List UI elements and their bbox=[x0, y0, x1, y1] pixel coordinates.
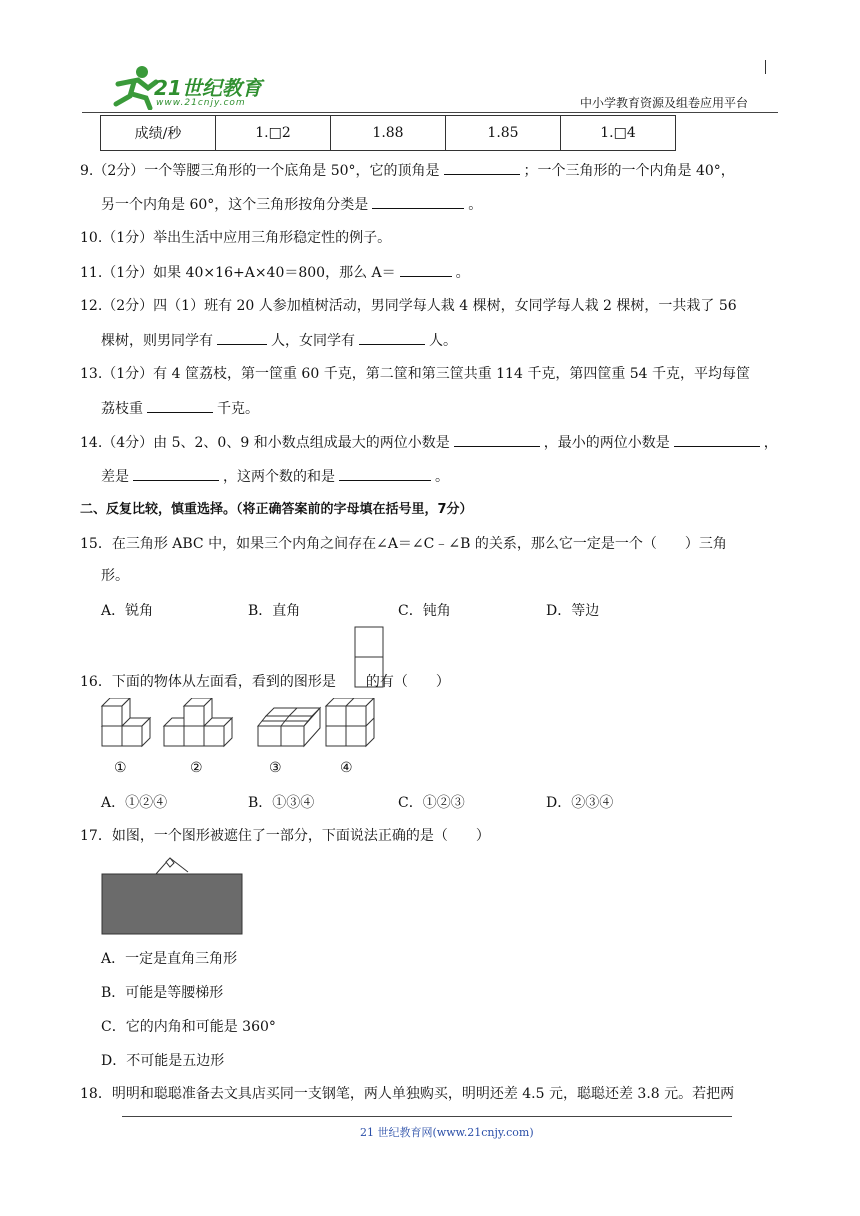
q17-option-a[interactable]: A．一定是直角三角形 bbox=[101, 951, 238, 967]
answer-blank[interactable] bbox=[454, 432, 540, 447]
answer-blank[interactable] bbox=[359, 330, 425, 345]
q17-option-b[interactable]: B．可能是等腰梯形 bbox=[101, 985, 224, 1001]
q14-line2: 差是 ，这两个数的和是 。 bbox=[101, 466, 449, 487]
q16-figures bbox=[98, 698, 388, 754]
q15-option-a[interactable]: A．锐角 bbox=[101, 603, 154, 619]
answer-blank[interactable] bbox=[372, 194, 464, 209]
cube-figure-1 bbox=[102, 698, 150, 746]
q17-option-c[interactable]: C．它的内角和可能是 360° bbox=[101, 1019, 276, 1035]
q16-option-c[interactable]: C．①②③ bbox=[398, 795, 465, 811]
q12-line2: 棵树，则男同学有 人，女同学有 人。 bbox=[101, 330, 457, 351]
figure-label-3: ③ bbox=[269, 760, 282, 776]
table-row bbox=[101, 116, 676, 151]
cube-figure-3 bbox=[258, 708, 320, 746]
q15-option-d[interactable]: D．等边 bbox=[546, 603, 600, 619]
q13-line2: 荔枝重 千克。 bbox=[101, 398, 259, 419]
logo-url: www.21cnjy.com bbox=[156, 98, 246, 108]
q9-line2: 另一个内角是 60°，这个三角形按角分类是 。 bbox=[101, 194, 482, 215]
q16-option-d[interactable]: D．②③④ bbox=[546, 795, 614, 811]
table-cell: 1.88 bbox=[331, 116, 446, 151]
answer-blank[interactable] bbox=[674, 432, 760, 447]
answer-blank[interactable] bbox=[147, 398, 213, 413]
cube-figure-4 bbox=[326, 698, 374, 746]
table-cell: 1.□2 bbox=[216, 116, 331, 151]
q15-line1: 15．在三角形 ABC 中，如果三个内角之间存在∠A＝∠C﹣∠B 的关系，那么它一定是一个（ ）三角 bbox=[80, 536, 727, 552]
header-rule bbox=[82, 112, 778, 113]
table-cell: 成绩/秒 bbox=[101, 116, 216, 151]
answer-blank[interactable] bbox=[217, 330, 267, 345]
q15-option-b[interactable]: B．直角 bbox=[248, 603, 301, 619]
platform-title: 中小学教育资源及组卷应用平台 bbox=[580, 96, 749, 110]
table-cell: 1.□4 bbox=[561, 116, 676, 151]
header-cursor-mark bbox=[765, 60, 766, 74]
figure-label-2: ② bbox=[190, 760, 203, 776]
figure-label-1: ① bbox=[114, 760, 127, 776]
q15-option-c[interactable]: C．钝角 bbox=[398, 603, 451, 619]
q15-line2: 形。 bbox=[101, 568, 129, 584]
q9-line1: 9.（2分）一个等腰三角形的一个底角是 50°，它的顶角是 ；一个三角形的一个内角是 40°， bbox=[80, 160, 735, 181]
q14-line1: 14.（4分）由 5、2、0、9 和小数点组成最大的两位小数是 ，最小的两位小数是 ， bbox=[80, 432, 778, 453]
score-table bbox=[100, 115, 676, 151]
footer-rule bbox=[122, 1116, 732, 1117]
answer-blank[interactable] bbox=[400, 262, 452, 277]
q12-line1: 12.（2分）四（1）班有 20 人参加植树活动，男同学每人栽 4 棵树，女同学每人栽 2 棵树，一共栽了 56 bbox=[80, 298, 737, 314]
q11: 11.（1分）如果 40×16+A×40＝800，那么 A＝ 。 bbox=[80, 262, 470, 283]
table-cell: 1.85 bbox=[446, 116, 561, 151]
header-logo bbox=[104, 62, 284, 112]
logo-text: 21世纪教育 bbox=[154, 76, 262, 100]
q17-option-d[interactable]: D．不可能是五边形 bbox=[101, 1053, 225, 1069]
q16-stem: 16．下面的物体从左面看，看到的图形是 的有（ ） bbox=[80, 674, 450, 690]
q13-line1: 13.（1分）有 4 筐荔枝，第一筐重 60 千克，第二筐和第三筐共重 114 千克，第四筐重 54 千克，平均每筐 bbox=[80, 366, 751, 382]
answer-blank[interactable] bbox=[444, 160, 520, 175]
covered-shape-figure bbox=[100, 854, 244, 936]
q16-option-a[interactable]: A．①②④ bbox=[101, 795, 168, 811]
figure-label-4: ④ bbox=[340, 760, 353, 776]
footer-text: 21 世纪教育网(www.21cnjy.com) bbox=[360, 1126, 534, 1139]
q18-line1: 18．明明和聪聪准备去文具店买同一支钢笔，两人单独购买，明明还差 4.5 元，聪聪还差 3.8 元。若把两 bbox=[80, 1086, 735, 1102]
answer-blank[interactable] bbox=[339, 466, 431, 481]
q17-stem: 17．如图，一个图形被遮住了一部分，下面说法正确的是（ ） bbox=[80, 828, 490, 844]
answer-blank[interactable] bbox=[133, 466, 219, 481]
section-heading: 二、反复比较，慎重选择。（将正确答案前的字母填在括号里，7分） bbox=[80, 502, 473, 517]
cube-figure-2 bbox=[164, 698, 232, 746]
q16-option-b[interactable]: B．①③④ bbox=[248, 795, 315, 811]
q10: 10.（1分）举出生活中应用三角形稳定性的例子。 bbox=[80, 230, 392, 246]
